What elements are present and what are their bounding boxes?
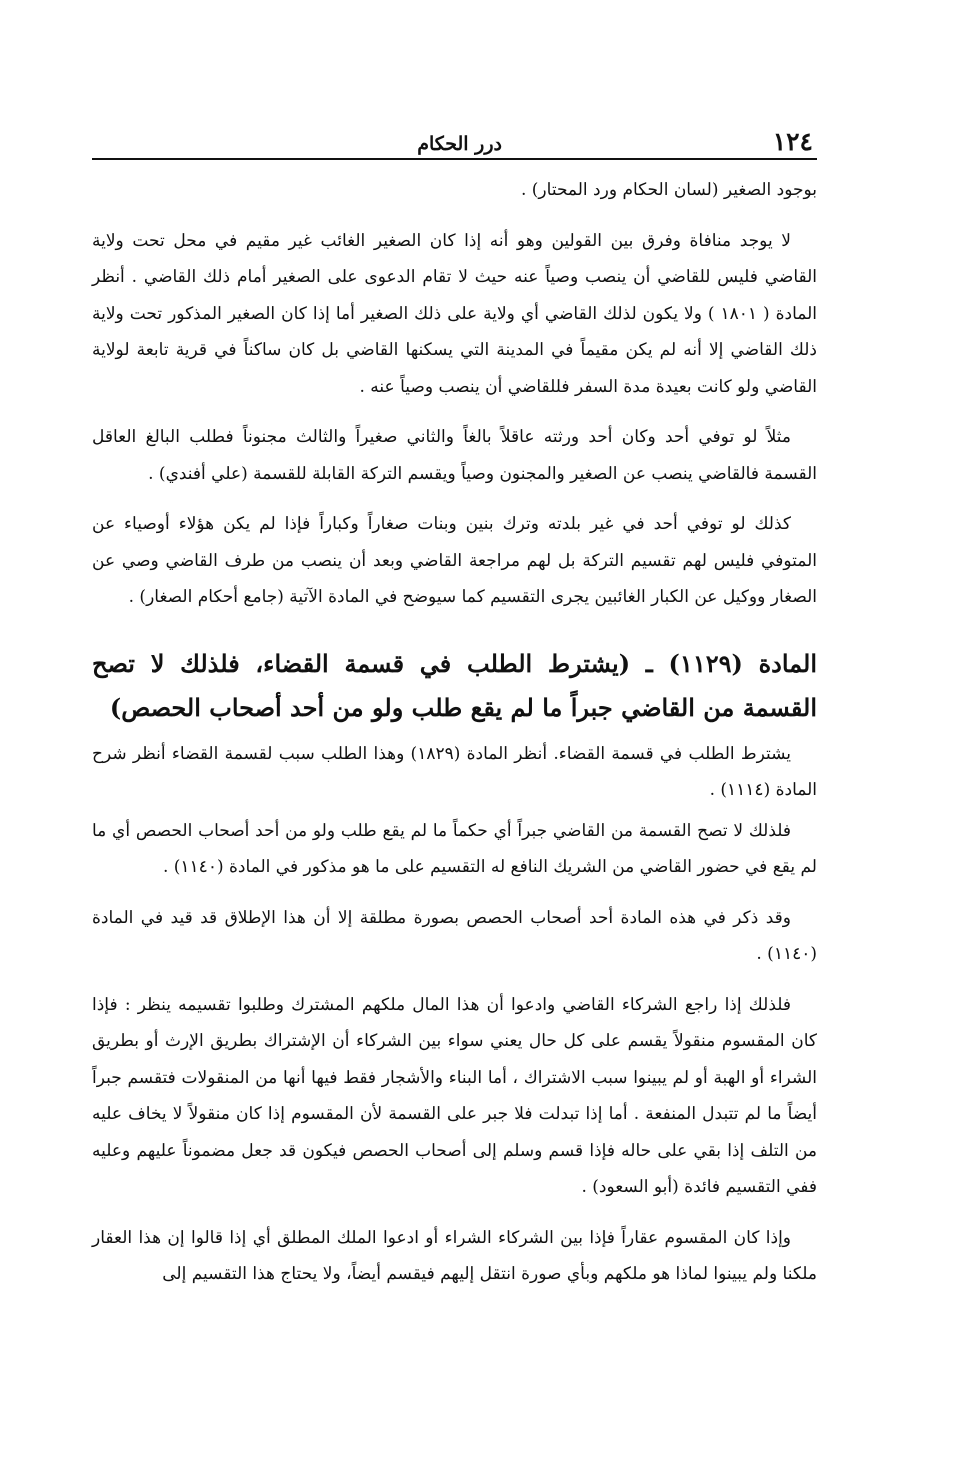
commentary-paragraph: وإذا كان المقسوم عقاراً فإذا بين الشركاء الشراء أو ادعوا الملك المطلق أي إذا قالوا إن هذا العقار ملكنا ولم يبينوا لماذا هو ملكهم وبأي صورة انتقل إليهم فيقسم أيضاً، ولا يحتاج هذا التقسيم إلى [92, 1227, 817, 1284]
paragraph: كذلك لو توفي أحد في غير بلدته وترك بنين وبنات صغاراً وكباراً فإذا لم يكن هؤلاء أوصياء عن المتوفي فليس لهم تقسيم التركة بل لهم مراجعة القاضي وبعد أن ينصب من طرف القاضي وصي عن الصغار ووكيل عن الكبار الغائبين يجرى التقسيم كما سيوضح في المادة الآتية (جامع أحكام الصغار) . [92, 514, 817, 607]
commentary-paragraph: فلذلك لا تصح القسمة من القاضي جبراً أي حكماً ما لم يقع طلب ولو من أحد أصحاب الحصص أي ما لم يقع في حضور القاضي من الشريك النافع له التقسيم على ما هو مذكور في المادة (١١٤٠) . [92, 820, 817, 877]
paragraph: لا يوجد منافاة وفرق بين القولين وهو أنه إذا كان الصغير الغائب غير مقيم في محل تحت ولاية القاضي فليس للقاضي أن ينصب وصياً عنه حيث لا تقام الدعوى على الصغير أمام ذلك القاضي . أنظر المادة ( ١٨٠١ ) ولا يكون لذلك القاضي أي ولاية على ذلك الصغير أما إذا كان الصغير المذكور تحت ولاية ذلك القاضي إلا أنه لم يكن مقيماً في المدينة التي يسكنها القاضي بل كان ساكناً في قرية تابعة لولاية القاضي ولو كانت بعيدة مدة السفر فللقاضي أن ينصب وصياً عنه . [92, 230, 817, 397]
commentary-paragraph: وقد ذكر في هذه المادة أحد أصحاب الحصص بصورة مطلقة إلا أن هذا الإطلاق قد قيد في المادة (١١٤٠) . [92, 907, 817, 964]
page-header [92, 128, 817, 160]
running-title: درر الحكام [417, 133, 502, 155]
article-heading: المادة (١١٢٩) ـ (يشترط الطلب في قسمة القضاء، فلذلك لا تصح القسمة من القاضي جبراً ما لم يقع طلب ولو من أحد أصحاب الحصص) [92, 648, 818, 722]
paragraph: بوجود الصغير (لسان الحكام ورد المحتار) . [520, 180, 817, 200]
commentary-paragraph: فلذلك إذا راجع الشركاء القاضي وادعوا أن هذا المال ملكهم المشترك وطلبوا تقسيمه ينظر : فإذا كان المقسوم منقولاً يقسم على كل حال يعني سواء بين الشركاء أن الإشتراك بطريق الإرث أو بطريق الشراء أو الهبة أو لم يبينوا سبب الاشتراك ، أما البناء والأشجار فقط فيها أنها من المنقولات فتقسم جبراً أيضاً ما لم تتبدل المنفعة . أما إذا تبدلت فلا جبر على القسمة لأن المقسوم إذا كان منقولاً لا يخاف عليه من التلف إذا بقي على حاله فإذا قسم وسلم إلى أصحاب الحصص فيكون قد جعل مضموناً عليهم وعليه ففي التقسيم فائدة (أبو السعود) . [92, 994, 817, 1197]
commentary-paragraph: يشترط الطلب في قسمة القضاء. أنظر المادة (١٨٢٩) وهذا الطلب سبب لقسمة القضاء أنظر شرح المادة (١١١٤) . [92, 743, 817, 800]
page-number: ١٢٤ [772, 127, 813, 156]
page-body [92, 172, 817, 1307]
paragraph: مثلاً لو توفي أحد وكان أحد ورثته عاقلاً بالغاً والثاني صغيراً والثالث مجنوناً فطلب البالغ العاقل القسمة فالقاضي ينصب عن الصغير والمجنون وصياً ويقسم التركة القابلة للقسمة (علي أفندي) . [92, 427, 817, 484]
